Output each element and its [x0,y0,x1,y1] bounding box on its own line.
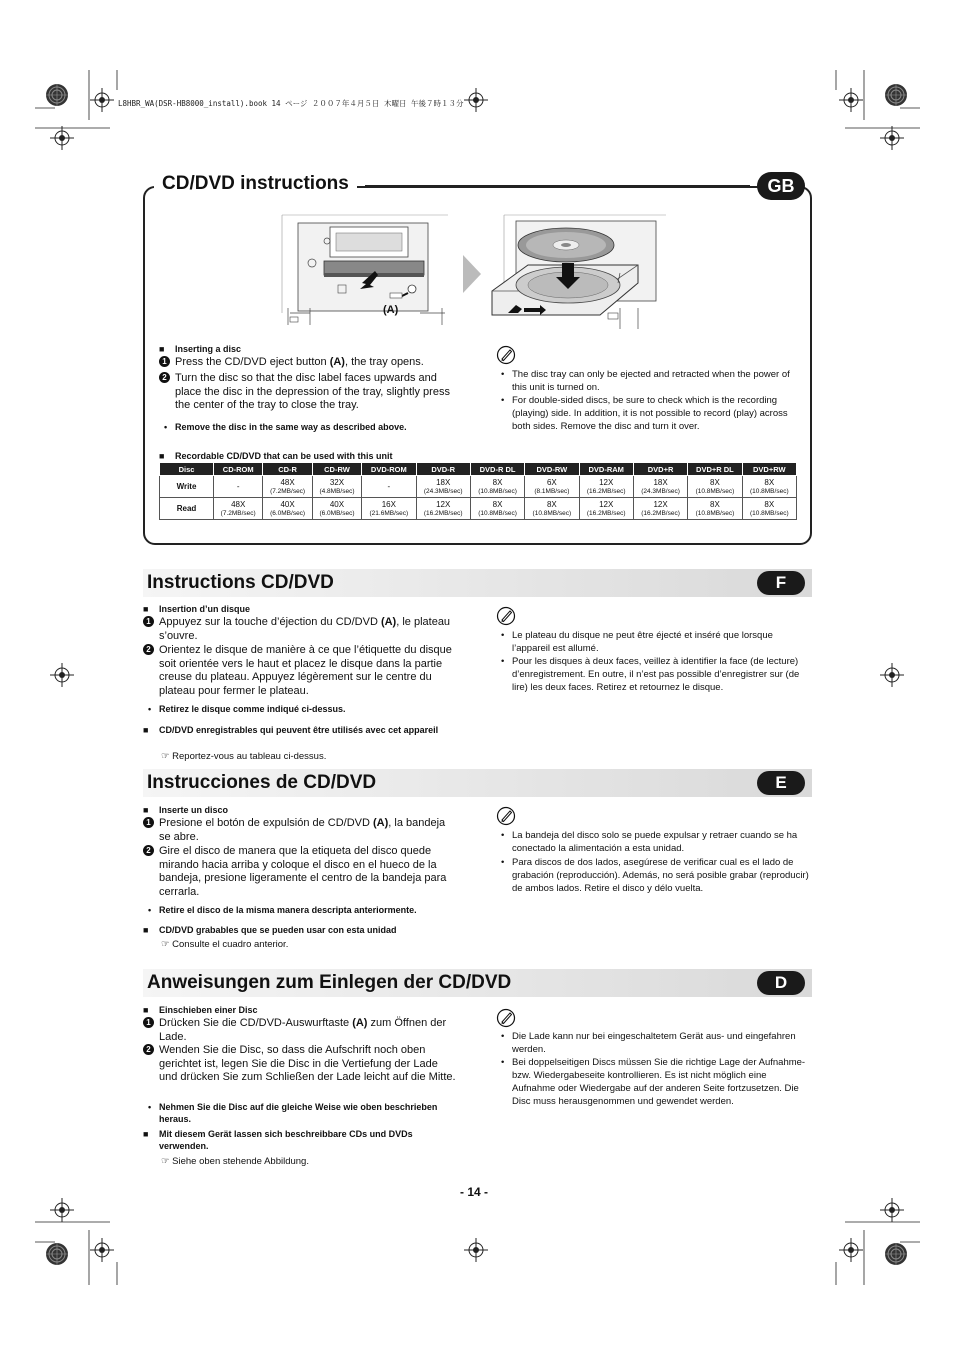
disc-tray-illustration [488,213,668,333]
table-header-cell: CD-RW [312,463,361,476]
table-cell [312,476,361,498]
table-header-cell: DVD+R DL [688,463,742,476]
de-remove-note: • Nehmen Sie die Disc auf die gleiche Weise wie oben beschrieben heraus. [159,1101,449,1125]
table-cell-rate: (21.6MB/sec) [369,509,409,517]
table-cell [525,498,579,520]
table-cell-rate: (10.8MB/sec) [695,509,735,517]
table-cell [214,498,263,520]
gb-step1-text: Press the CD/DVD eject button [175,356,330,368]
gb-recordable-heading: ■ Recordable CD/DVD that can be used with this unit [175,450,393,462]
de-step1-text: Drücken Sie die CD/DVD-Auswurftaste [159,1017,353,1029]
gb-step1-text-end: , the tray opens. [344,356,424,368]
de-step1-text-end: zum Öffnen der Lade. [159,1017,447,1043]
disc-compatibility-table [159,462,797,520]
step-number-2: 2 [143,845,154,856]
fr-language-badge: F [757,571,805,595]
es-title: Instrucciones de CD/DVD [147,772,377,793]
table-cell-speed: 18X [436,477,451,487]
table-header-cell: DVD-R DL [470,463,524,476]
table-header-cell: CD-R [263,463,312,476]
table-cell [525,476,579,498]
de-figure-reference: ☞ Siehe oben stehende Abbildung. [161,1156,309,1167]
table-cell-speed: 8X [764,477,775,487]
de-step2-text: Wenden Sie die Disc, so dass die Aufschrift noch oben gerichtet ist, legen Sie die Disc in die Vertiefung der Lade und drücken Sie zum Schließen der Lade leicht auf die Mitte. [159,1044,456,1083]
gb-step1-label-a: (A) [329,356,345,368]
note-pencil-icon [496,1008,516,1028]
table-cell-rate: (16.2MB/sec) [586,509,626,517]
table-header-cell: Disc [160,463,214,476]
table-cell-rate: (7.2MB/sec) [270,487,306,495]
table-cell [416,498,470,520]
eject-button-label: (A) [383,304,399,316]
table-row-label: Write [160,476,214,498]
table-cell-speed: 12X [436,499,451,509]
de-note-1: • Die Lade kann nur bei eingeschaltetem Gerät aus- und eingefahren werden. [512,1030,810,1056]
es-step1-text: Presione el botón de expulsión de CD/DVD [159,817,374,829]
note-pencil-icon [496,606,516,626]
table-cell-speed: 32X [329,477,345,487]
table-cell-speed: - [236,482,240,491]
de-inserting-heading: ■ Einschieben einer Disc [159,1004,258,1016]
table-cell-rate: (10.8MB/sec) [478,509,517,517]
gb-step2-text: Turn the disc so that the disc label faces upwards and place the disc in the depression of the tray, slightly press the center of the tray to close the tray. [175,372,450,411]
table-cell-rate: (6.0MB/sec) [270,509,306,517]
step-number-1: 1 [143,817,154,828]
table-cell-rate: (24.3MB/sec) [423,487,463,495]
table-cell-rate: (24.3MB/sec) [641,487,680,495]
table-cell [470,498,524,520]
table-cell [416,476,470,498]
es-language-badge: E [757,771,805,795]
table-cell-speed: 48X [231,499,246,509]
table-row [160,476,797,498]
step-number-1: 1 [143,616,154,627]
table-cell-speed: 16X [381,499,396,509]
table-cell-speed: 8X [764,499,775,509]
table-cell-speed: - [387,482,391,491]
table-cell [312,498,361,520]
table-cell-rate: (7.2MB/sec) [220,509,256,517]
table-cell-speed: 8X [492,499,503,509]
table-cell-rate: (10.8MB/sec) [749,509,789,517]
fr-section-header [143,569,812,597]
table-header-row [160,463,797,476]
print-file-info: L8HBR_WA(DSR-HB8000_install).book 14 ページ ２００７年４月５日 木曜日 午後７時１３分 [118,99,464,108]
table-cell-rate: (6.0MB/sec) [319,509,355,517]
fr-inserting-heading: ■ Insertion d’un disque [159,603,250,615]
gb-language-badge: GB [757,172,805,200]
table-cell-speed: 6X [546,477,557,487]
table-cell-speed: 40X [280,499,295,509]
fr-step-2 [143,644,458,698]
fr-step-1 [143,616,458,643]
fr-step1-text-end: , le plateau s’ouvre. [159,616,451,642]
es-table-reference: ☞ Consulte el cuadro anterior. [161,939,289,950]
gb-title-wrap [154,170,357,198]
note-pencil-icon [496,806,516,826]
table-header-cell: DVD+RW [742,463,796,476]
de-note-2: • Bei doppelseitigen Discs müssen Sie die richtige Lage der Aufnahme- bzw. Wiedergabeseite kontrollieren. Es ist nicht möglich eine Aufnahme oder Wiedergabe auf der anderen Seite fortzusetzen. Die Disc muss herausgenommen und gewendet werden. [512,1056,810,1108]
drive-eject-illustration [280,213,450,328]
table-cell [214,476,263,498]
table-cell-speed: 40X [329,499,345,509]
de-language-badge: D [757,971,805,995]
es-step-2 [143,845,458,899]
table-cell-rate: (16.2MB/sec) [423,509,463,517]
de-step-1 [143,1017,458,1044]
gb-title: CD/DVD instructions [162,173,349,194]
de-title: Anweisungen zum Einlegen der CD/DVD [147,972,512,993]
table-cell-speed: 12X [599,477,614,487]
step-number-1: 1 [159,356,170,367]
gb-step-2 [159,372,459,413]
table-cell-speed: 8X [710,499,720,509]
table-cell-rate: (16.2MB/sec) [641,509,680,517]
table-cell-speed: 12X [653,499,668,509]
gb-step-1 [159,356,459,370]
es-step2-text: Gire el disco de manera que la etiqueta del disco quede mirando hacia arriba y coloque el disco en el hueco de la bandeja, presione ligeramente el centro de la bandeja para cerrarla. [159,845,447,898]
table-cell [470,476,524,498]
gb-inserting-heading: ■ Inserting a disc [175,343,241,355]
table-cell-speed: 48X [280,477,295,487]
de-step-2 [143,1044,458,1085]
gb-note-1: • The disc tray can only be ejected and retracted when the power of this unit is turned on. [512,368,797,394]
table-cell-speed: 8X [710,477,720,487]
table-cell [263,476,312,498]
es-remove-note: • Retire el disco de la misma manera descripta anteriormente. [159,904,469,916]
table-row [160,498,797,520]
table-cell-rate: (10.8MB/sec) [749,487,789,495]
table-cell [362,476,416,498]
fr-step1-label-a: (A) [380,616,397,628]
table-cell-speed: 12X [599,499,614,509]
table-cell-rate: (4.8MB/sec) [319,487,355,495]
fr-recordable-heading: ■ CD/DVD enregistrables qui peuvent être utilisés avec cet appareil [159,724,459,736]
table-cell [633,498,687,520]
table-cell-rate: (10.8MB/sec) [532,509,572,517]
step-number-1: 1 [143,1017,154,1028]
table-cell [742,498,796,520]
table-header-cell: DVD-R [416,463,470,476]
es-step1-label-a: (A) [373,817,389,829]
table-header-cell: DVD-ROM [362,463,416,476]
gb-note-2: • For double-sided discs, be sure to check which is the recording (playing) side. In addition, it is not possible to record (play) across both sides. Remove the disc and turn it over. [512,394,797,433]
es-step-1 [143,817,458,844]
table-cell-speed: 8X [546,499,557,509]
step-number-2: 2 [143,644,154,655]
table-cell-rate: (8.1MB/sec) [534,487,570,495]
fr-note-2: • Pour les disques à deux faces, veillez à identifier la face (de lecture) d’enregistrement. En outre, il n’est pas possible d’enregistrer sur (de lire) les deux faces. Retirez et retournez le disque. [512,655,807,694]
es-recordable-heading: ■ CD/DVD grabables que se pueden usar con esta unidad [159,924,459,936]
note-pencil-icon [496,345,516,365]
step-number-2: 2 [159,372,170,383]
de-recordable-heading: ■ Mit diesem Gerät lassen sich beschreibbare CDs und DVDs verwenden. [159,1128,459,1152]
de-step1-label-a: (A) [352,1017,368,1029]
table-cell [688,498,742,520]
table-cell [742,476,796,498]
table-cell-rate: (16.2MB/sec) [586,487,626,495]
gb-title-rule [365,185,750,187]
table-cell-rate: (10.8MB/sec) [695,487,735,495]
page-number: - 14 - [460,1185,489,1199]
table-header-cell: CD-ROM [214,463,263,476]
fr-title: Instructions CD/DVD [147,572,334,593]
table-cell [579,498,633,520]
table-row-label: Read [160,498,214,520]
de-section-header [143,969,812,997]
fr-remove-note: • Retirez le disque comme indiqué ci-dessus. [159,703,459,715]
gb-remove-note: • Remove the disc in the same way as described above. [175,421,465,433]
es-step1-text-end: , la bandeja se abre. [159,817,446,843]
fr-table-reference: ☞ Reportez-vous au tableau ci-dessus. [161,751,327,762]
table-cell-speed: 18X [653,477,668,487]
table-cell [263,498,312,520]
fr-step1-text: Appuyez sur la touche d’éjection du CD/DVD [159,616,381,628]
step-number-2: 2 [143,1044,154,1055]
es-inserting-heading: ■ Inserte un disco [159,804,228,816]
table-cell [362,498,416,520]
table-cell-rate: (10.8MB/sec) [478,487,517,495]
table-cell [633,476,687,498]
table-header-cell: DVD-RW [525,463,579,476]
table-cell [579,476,633,498]
es-note-1: • La bandeja del disco solo se puede expulsar y retraer cuando se ha conectado la alimentación a esta unidad. [512,829,810,855]
table-header-cell: DVD-RAM [579,463,633,476]
table-cell [688,476,742,498]
es-note-2: • Para discos de dos lados, asegúrese de verificar cual es el lado de grabación (reproducción). Además, no será posible grabar (reproducir) de ambos lados. Retire el disco y délo vuelta. [512,856,810,895]
es-section-header [143,769,812,797]
arrow-right-icon [463,255,481,293]
table-header-cell: DVD+R [633,463,687,476]
table-cell-speed: 8X [492,477,503,487]
fr-step2-text: Orientez le disque de manière à ce que l’étiquette du disque soit orientée vers le haut et placez le disque dans la partie creuse du plateau. Appuyez légèrement sur le centre du plateau pour fermer le plateau. [159,644,452,697]
fr-note-1: • Le plateau du disque ne peut être éjecté et inséré que lorsque l’appareil est allumé. [512,629,807,655]
